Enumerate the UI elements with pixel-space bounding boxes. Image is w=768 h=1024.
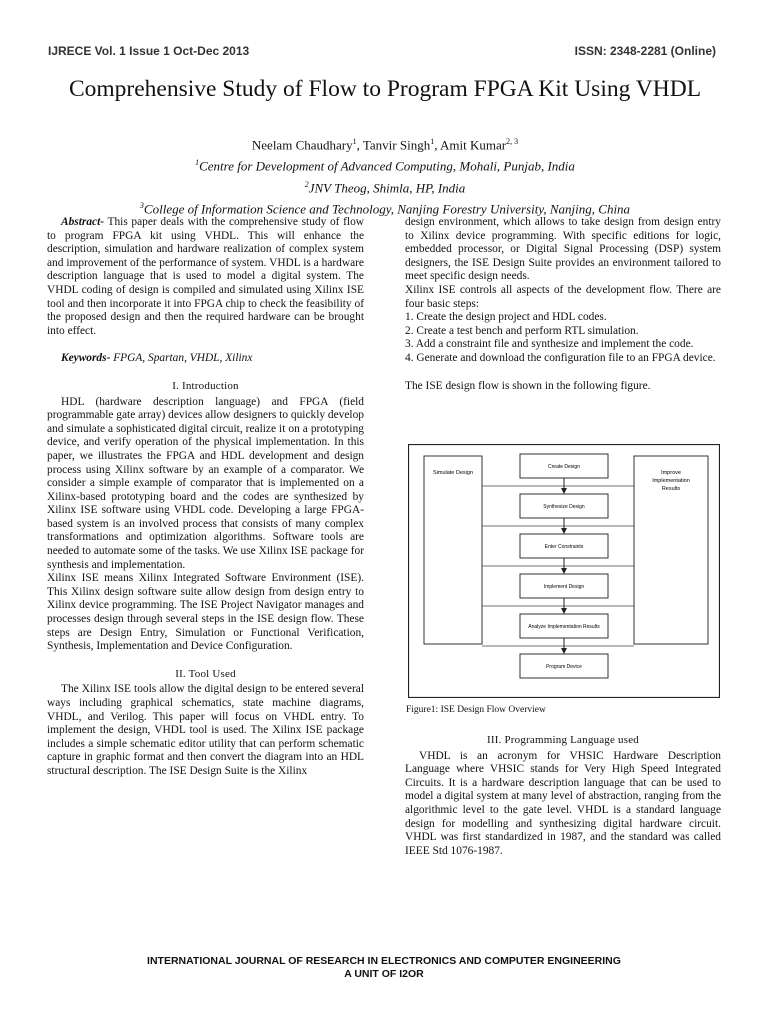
svg-text:Implementation: Implementation (652, 478, 690, 484)
ise-flow-figure (408, 444, 720, 698)
author-list: Neelam Chaudhary$^1$, Tanvir Singh$^1$, Amit Kumar$^{2, 3}$ (251, 137, 519, 153)
simulate-design-label: Simulate Design (432, 470, 474, 476)
flow-step-label: Program Device (546, 664, 582, 670)
author-block (40, 133, 730, 218)
paragraph: VHDL is an acronym for VHSIC Hardware Description Language where VHSIC stands for Very High Speed Integrated Circuits. It is a hardware description language that can be used to model a digital system at many level of abstraction, ranging from the algorithmic level to the gate level. VHDL is a standard language design for modelling and synthesizing digital hardware circuit. VHDL was first standardized in 1987, and the standard was called IEEE Std 1076-1987. (405, 749, 721, 857)
svg-text:Improve: Improve (661, 470, 681, 476)
affiliation: $^1$Centre for Development of Advanced Computing, Mohali, Punjab, India (195, 158, 575, 174)
flow-step-label: Implement Design (543, 584, 585, 590)
page-footer (0, 955, 768, 981)
keywords: Keywords- FPGA, Spartan, VHDL, Xilinx (61, 352, 253, 365)
section-heading: I. Introduction (172, 379, 239, 392)
svg-text:Results: Results (661, 486, 681, 492)
section-heading: II. Tool Used (175, 667, 236, 680)
simulate-design-box (424, 456, 482, 644)
footer-journal-name: INTERNATIONAL JOURNAL OF RESEARCH IN ELECTRONICS AND COMPUTER ENGINEERING (147, 955, 621, 967)
affiliation: $^3$College of Information Science and Technology, Nanjing Forestry University, Nanjing, China (139, 200, 631, 217)
right-column-lower (405, 734, 721, 858)
flow-step-label: Synthesize Design (543, 504, 585, 510)
paper-title: Comprehensive Study of Flow to Program FPGA Kit Using VHDL (68, 76, 702, 102)
issn-header: ISSN: 2348-2281 (Online) (574, 44, 716, 58)
paragraph: design environment, which allows to take design from design entry to Xilinx device programming. With specific editions for logic, embedded processor, or Digital Signal Processing (DSP) system designers, the ISE Design Suite provides an environment tailored to meet specific design needs. (405, 216, 721, 283)
author-name: Tanvir Singh (362, 137, 431, 153)
footer-unit: A UNIT OF I2OR (344, 968, 424, 980)
right-column (405, 216, 721, 393)
improve-results-box (634, 456, 708, 644)
author-name: Neelam Chaudhary (251, 137, 353, 153)
affiliation: $^2$JNV Theog, Shimla, HP, India (304, 179, 466, 195)
paragraph: The ISE design flow is shown in the following figure. (405, 379, 651, 392)
author-name: Amit Kumar (440, 137, 507, 153)
paragraph: HDL (hardware description language) and FPGA (field programmable gate array) devices allow designers to quickly develop and simulate a sophisticated digital circuit, realize it on a prototyping device, and verify operation of the physical implementation. In this paper, we illustrates the FPGA and HDL development and design process using Xilinx software by an example of a comparator. We consider a simple example of comparator that is implemented on a Xilinx-based prototyping board and the codes are synthesized by Xilinx ISE software using VHDL code. Developing a large FPGA-based system is an involved process that consists of many complex transformations and optimization algorithms. Software tools are needed to automate some of the tasks. We use Xilinx ISE package for synthesis and implementation. (47, 395, 364, 571)
step-item: 4. Generate and download the configuration file to an FPGA device. (405, 351, 716, 364)
paragraph: The Xilinx ISE tools allow the digital design to be entered several ways including graphical schematics, state machine diagrams, VHDL, and Verilog. This paper will focus on VHDL entry. To implement the design, VHDL tool is used. The Xilinx ISE package includes a simple schematic editor utility that can perform schematic capture in graphic format and then convert the diagram into an HDL structural description. The ISE Design Suite is the Xilinx (47, 683, 364, 777)
step-item: 1. Create the design project and HDL codes. (405, 311, 607, 324)
section-heading: III. Programming Language used (486, 734, 639, 746)
flow-step-label: Create Design (548, 464, 580, 470)
figure-caption: Figure1: ISE Design Flow Overview (406, 705, 546, 715)
paragraph: Xilinx ISE means Xilinx Integrated Software Environment (ISE). This Xilinx design software suite allow design from design entry to Xilinx device programming. The ISE Project Navigator manages and processes design through several steps in the ISE design flow. These steps are Design Entry, Simulation or Functional Verification, Synthesis, Implementation and Device Configuration. (47, 572, 364, 653)
left-column (47, 216, 364, 779)
flow-step-label: Enter Constraints (544, 544, 584, 550)
step-item: 2. Create a test bench and perform RTL simulation. (405, 324, 639, 337)
paragraph: Xilinx ISE controls all aspects of the development flow. There are four basic steps: (405, 283, 721, 310)
step-item: 3. Add a constraint file and synthesize and implement the code. (405, 338, 694, 351)
flow-step-label: Analyze Implementation Results (528, 624, 600, 630)
abstract: Abstract- This paper deals with the comprehensive study of flow to program FPGA kit using VHDL. This will enhance the description, simulation and hardware realization of complex system and improvement of the performance of system. VHDL is a hardware description language that is used to model a digital system. The VHDL coding of design is compiled and simulated using Xilinx ISE tool and then incorporate it into FPGA chip to check the feasibility of the proposed design and then the required hardware can be brought into effect. (47, 216, 364, 337)
journal-header: IJRECE Vol. 1 Issue 1 Oct-Dec 2013 (48, 44, 250, 58)
